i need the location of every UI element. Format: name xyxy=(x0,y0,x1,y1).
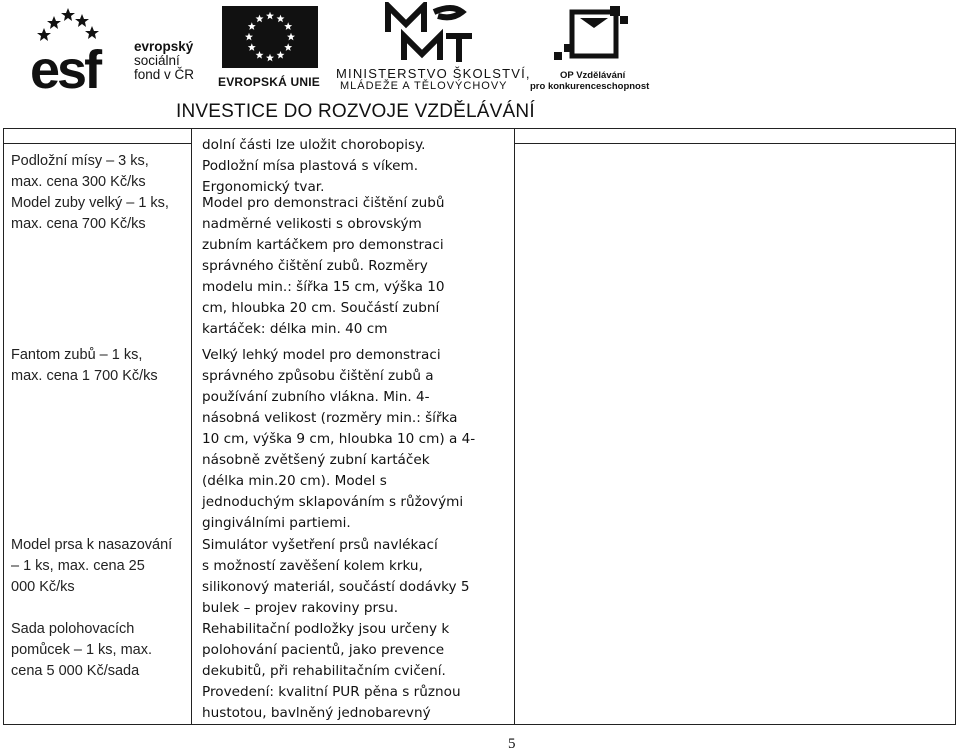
description-line: hustotou, bavlněný jednobarevný xyxy=(202,705,431,721)
item-line: Model prsa k nasazování xyxy=(11,537,173,553)
item-line: max. cena 1 700 Kč/ks xyxy=(11,368,158,384)
item-line: cena 5 000 Kč/sada xyxy=(11,663,140,679)
description-line: Podložní mísa plastová s víkem. xyxy=(202,158,419,174)
description-line: 10 cm, výška 9 cm, hloubka 10 cm) a 4- xyxy=(202,431,476,447)
banner-text: INVESTICE DO ROZVOJE VZDĚLÁVÁNÍ xyxy=(176,101,535,122)
description-line: používání zubního vlákna. Min. 4- xyxy=(202,389,430,405)
esf-line-1: evropský xyxy=(134,39,194,54)
esf-line-2: sociální xyxy=(134,53,180,68)
item-line: Model zuby velký – 1 ks, xyxy=(11,195,169,211)
table-cell-item xyxy=(11,151,149,193)
item-line: max. cena 300 Kč/ks xyxy=(11,174,146,190)
description-line: (délka min.20 cm). Model s xyxy=(202,473,387,489)
item-line: pomůcek – 1 ks, max. xyxy=(11,642,153,658)
description-line: Simulátor vyšetření prsů navlékací xyxy=(202,537,438,553)
table-cell-description xyxy=(202,535,470,619)
description-line: bulek – projev rakoviny prsu. xyxy=(202,600,399,616)
op-line-1: OP Vzdělávání xyxy=(560,70,626,81)
table-cell-item xyxy=(11,619,152,682)
item-line: 000 Kč/ks xyxy=(11,579,75,595)
esf-logo-mark xyxy=(30,4,130,90)
description-line: jednoduchým sklapováním s růžovými xyxy=(202,494,464,510)
eu-logo xyxy=(218,6,330,90)
description-line: dekubitů, při rehabilitačním cvičení. xyxy=(202,663,446,679)
description-line: Model pro demonstraci čištění zubů xyxy=(202,195,445,211)
description-line: Rehabilitační podložky jsou určeny k xyxy=(202,621,450,637)
description-line: modelu min.: šířka 15 cm, výška 10 xyxy=(202,279,445,295)
description-line: s možností zavěšení kolem krku, xyxy=(202,558,423,574)
op-mark-icon xyxy=(550,4,632,66)
table-row-divider xyxy=(514,143,955,144)
msmt-line-1: MINISTERSTVO ŠKOLSTVÍ, xyxy=(336,66,531,81)
description-line: silikonový materiál, součástí dodávky 5 xyxy=(202,579,470,595)
description-line: kartáček: délka min. 40 cm xyxy=(202,321,388,337)
description-line: gingiválními partiemi. xyxy=(202,515,351,531)
table-cell-description xyxy=(202,193,445,340)
item-line: – 1 ks, max. cena 25 xyxy=(11,558,145,574)
page-number: 5 xyxy=(508,736,516,752)
op-logo xyxy=(526,4,656,92)
description-line: správného čištění zubů. Rozměry xyxy=(202,258,428,274)
table-cell-description xyxy=(202,135,426,198)
table-cell-description xyxy=(202,345,475,534)
msmt-mark-icon xyxy=(382,2,474,64)
description-line: Provedení: kvalitní PUR pěna s různou xyxy=(202,684,461,700)
esf-logo xyxy=(30,4,220,94)
description-line: cm, hloubka 20 cm. Součástí zubní xyxy=(202,300,440,316)
esf-line-3: fond v ČR xyxy=(134,67,195,82)
table-cell-description xyxy=(202,619,461,724)
description-line: násobná velikost (rozměry min.: šířka xyxy=(202,410,458,426)
item-line: Podložní mísy – 3 ks, xyxy=(11,153,149,169)
table-column-divider xyxy=(514,129,515,724)
description-line: dolní části lze uložit chorobopisy. xyxy=(202,137,426,153)
op-line-2: pro konkurenceschopnost xyxy=(530,81,650,92)
description-line: zubním kartáčkem pro demonstraci xyxy=(202,237,444,253)
table-cell-item xyxy=(11,535,172,598)
description-line: nadměrné velikosti s obrovským xyxy=(202,216,422,232)
eu-flag-icon xyxy=(222,6,318,68)
product-table xyxy=(3,128,956,725)
msmt-logo xyxy=(336,2,531,94)
table-column-divider xyxy=(191,129,192,724)
msmt-line-2: MLÁDEŽE A TĚLOVÝCHOVY xyxy=(340,80,508,92)
table-row-divider xyxy=(4,143,191,144)
item-line: Fantom zubů – 1 ks, xyxy=(11,347,143,363)
table-cell-item xyxy=(11,193,169,235)
description-line: násobně zvětšený zubní kartáček xyxy=(202,452,430,468)
description-line: správného způsobu čištění zubů a xyxy=(202,368,434,384)
description-line: polohování pacientů, jako prevence xyxy=(202,642,445,658)
svg-text:esf: esf xyxy=(30,40,100,90)
description-line: Velký lehký model pro demonstraci xyxy=(202,347,441,363)
item-line: Sada polohovacích xyxy=(11,621,135,637)
item-line: max. cena 700 Kč/ks xyxy=(11,216,146,232)
table-cell-item xyxy=(11,345,158,387)
eu-label: EVROPSKÁ UNIE xyxy=(218,75,320,89)
description-line: Ergonomický tvar. xyxy=(202,179,325,195)
